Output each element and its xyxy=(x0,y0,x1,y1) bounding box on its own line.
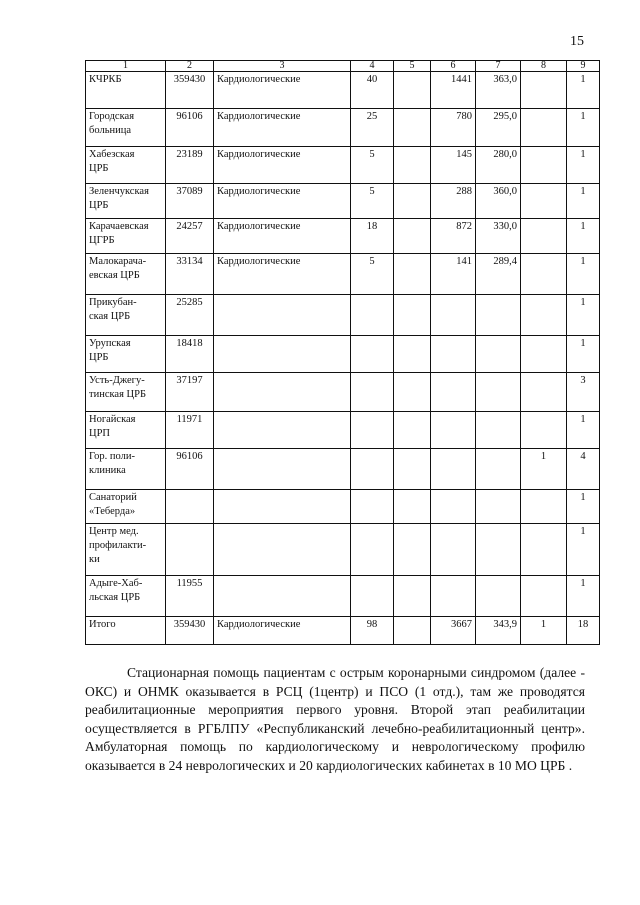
bed-days-cell xyxy=(476,295,521,336)
beds-cell xyxy=(351,373,394,412)
header-cell: 3 xyxy=(214,61,351,72)
col5-cell xyxy=(394,449,431,490)
header-cell: 9 xyxy=(567,61,600,72)
bed-days-cell xyxy=(476,524,521,576)
col9-cell: 18 xyxy=(567,617,600,645)
beds-cell xyxy=(351,295,394,336)
beds-cell: 18 xyxy=(351,219,394,254)
col5-cell xyxy=(394,490,431,524)
institution-cell: Хабезская ЦРБ xyxy=(86,147,166,184)
table-row xyxy=(86,254,600,295)
population-cell: 96106 xyxy=(166,449,214,490)
institution-cell: Урупская ЦРБ xyxy=(86,336,166,373)
table-row xyxy=(86,219,600,254)
col8-cell xyxy=(521,72,567,109)
population-cell: 359430 xyxy=(166,617,214,645)
table-row xyxy=(86,295,600,336)
institution-cell: Итого xyxy=(86,617,166,645)
population-cell: 11971 xyxy=(166,412,214,449)
table-row xyxy=(86,412,600,449)
col9-cell: 1 xyxy=(567,184,600,219)
bed-days-cell: 363,0 xyxy=(476,72,521,109)
page-number: 15 xyxy=(570,34,584,49)
patients-cell xyxy=(431,490,476,524)
col5-cell xyxy=(394,412,431,449)
profile-cell: Кардиологические xyxy=(214,147,351,184)
col5-cell xyxy=(394,72,431,109)
patients-cell xyxy=(431,412,476,449)
institution-cell: Санаторий «Теберда» xyxy=(86,490,166,524)
col9-cell: 1 xyxy=(567,576,600,617)
col9-cell: 3 xyxy=(567,373,600,412)
profile-cell: Кардиологические xyxy=(214,72,351,109)
col8-cell xyxy=(521,295,567,336)
beds-cell: 5 xyxy=(351,147,394,184)
col8-cell xyxy=(521,254,567,295)
patients-cell: 3667 xyxy=(431,617,476,645)
bed-days-cell: 360,0 xyxy=(476,184,521,219)
bed-days-cell xyxy=(476,336,521,373)
institution-cell: Адыге-Хаб- льская ЦРБ xyxy=(86,576,166,617)
col9-cell: 4 xyxy=(567,449,600,490)
col8-cell: 1 xyxy=(521,449,567,490)
bed-days-cell: 289,4 xyxy=(476,254,521,295)
header-cell: 5 xyxy=(394,61,431,72)
beds-cell xyxy=(351,524,394,576)
col5-cell xyxy=(394,336,431,373)
institution-cell: Малокарача- евская ЦРБ xyxy=(86,254,166,295)
beds-cell: 40 xyxy=(351,72,394,109)
hospital-table xyxy=(85,60,600,645)
patients-cell xyxy=(431,449,476,490)
institution-cell: Городская больница xyxy=(86,109,166,147)
table-row xyxy=(86,184,600,219)
institution-cell: Зеленчукская ЦРБ xyxy=(86,184,166,219)
beds-cell xyxy=(351,449,394,490)
beds-cell xyxy=(351,490,394,524)
population-cell: 25285 xyxy=(166,295,214,336)
table-row xyxy=(86,336,600,373)
beds-cell: 98 xyxy=(351,617,394,645)
profile-cell: Кардиологические xyxy=(214,219,351,254)
col8-cell: 1 xyxy=(521,617,567,645)
bed-days-cell: 280,0 xyxy=(476,147,521,184)
header-cell: 7 xyxy=(476,61,521,72)
beds-cell: 5 xyxy=(351,184,394,219)
col8-cell xyxy=(521,490,567,524)
population-cell: 11955 xyxy=(166,576,214,617)
profile-cell xyxy=(214,576,351,617)
table-row xyxy=(86,576,600,617)
institution-cell: Центр мед. профилакти- ки xyxy=(86,524,166,576)
header-cell: 6 xyxy=(431,61,476,72)
profile-cell: Кардиологические xyxy=(214,109,351,147)
population-cell: 96106 xyxy=(166,109,214,147)
header-cell: 8 xyxy=(521,61,567,72)
col9-cell: 1 xyxy=(567,147,600,184)
col9-cell: 1 xyxy=(567,254,600,295)
profile-cell xyxy=(214,490,351,524)
col9-cell: 1 xyxy=(567,109,600,147)
col8-cell xyxy=(521,373,567,412)
patients-cell: 872 xyxy=(431,219,476,254)
institution-cell: Усть-Джегу- тинская ЦРБ xyxy=(86,373,166,412)
population-cell: 37197 xyxy=(166,373,214,412)
institution-cell: Гор. поли- клиника xyxy=(86,449,166,490)
header-cell: 2 xyxy=(166,61,214,72)
population-cell xyxy=(166,490,214,524)
patients-cell xyxy=(431,576,476,617)
population-cell: 18418 xyxy=(166,336,214,373)
col8-cell xyxy=(521,184,567,219)
bed-days-cell: 330,0 xyxy=(476,219,521,254)
profile-cell xyxy=(214,449,351,490)
col5-cell xyxy=(394,373,431,412)
institution-cell: Прикубан- ская ЦРБ xyxy=(86,295,166,336)
col5-cell xyxy=(394,617,431,645)
col9-cell: 1 xyxy=(567,295,600,336)
patients-cell: 145 xyxy=(431,147,476,184)
table-row xyxy=(86,109,600,147)
col9-cell: 1 xyxy=(567,219,600,254)
beds-cell: 25 xyxy=(351,109,394,147)
patients-cell: 141 xyxy=(431,254,476,295)
table-row xyxy=(86,72,600,109)
body-paragraph: Стационарная помощь пациентам с острым коронарными синдромом (далее - ОКС) и ОНМК оказывается в РСЦ (1центр) и ПСО (1 отд.), там же проводятся реабилитационные мероприятия первого уровня. Второй этап реабилитации осуществляется в РГБЛПУ «Республиканский лечебно-реабилитационный центр». Амбулаторная помощь по кардиологическому и неврологическому профилю оказывается в 24 неврологических и 20 кардиологических кабинетах в 10 МО ЦРБ . xyxy=(85,665,585,773)
col5-cell xyxy=(394,219,431,254)
bed-days-cell: 295,0 xyxy=(476,109,521,147)
col9-cell: 1 xyxy=(567,412,600,449)
col5-cell xyxy=(394,254,431,295)
population-cell: 37089 xyxy=(166,184,214,219)
bed-days-cell: 343,9 xyxy=(476,617,521,645)
table-row xyxy=(86,449,600,490)
header-row xyxy=(86,61,600,72)
bed-days-cell xyxy=(476,449,521,490)
col5-cell xyxy=(394,576,431,617)
beds-cell: 5 xyxy=(351,254,394,295)
profile-cell: Кардиологические xyxy=(214,254,351,295)
population-cell xyxy=(166,524,214,576)
population-cell: 24257 xyxy=(166,219,214,254)
patients-cell: 780 xyxy=(431,109,476,147)
col8-cell xyxy=(521,576,567,617)
table-row xyxy=(86,524,600,576)
table-row xyxy=(86,490,600,524)
population-cell: 23189 xyxy=(166,147,214,184)
col8-cell xyxy=(521,524,567,576)
col9-cell: 1 xyxy=(567,336,600,373)
col9-cell: 1 xyxy=(567,72,600,109)
col8-cell xyxy=(521,219,567,254)
beds-cell xyxy=(351,412,394,449)
col5-cell xyxy=(394,147,431,184)
total-row xyxy=(86,617,600,645)
col9-cell: 1 xyxy=(567,524,600,576)
col5-cell xyxy=(394,524,431,576)
col9-cell: 1 xyxy=(567,490,600,524)
patients-cell xyxy=(431,336,476,373)
bed-days-cell xyxy=(476,576,521,617)
patients-cell xyxy=(431,524,476,576)
table-row xyxy=(86,373,600,412)
profile-cell xyxy=(214,412,351,449)
patients-cell: 1441 xyxy=(431,72,476,109)
institution-cell: Карачаевская ЦГРБ xyxy=(86,219,166,254)
beds-cell xyxy=(351,336,394,373)
population-cell: 359430 xyxy=(166,72,214,109)
profile-cell xyxy=(214,524,351,576)
patients-cell xyxy=(431,373,476,412)
col8-cell xyxy=(521,147,567,184)
institution-cell: Ногайская ЦРП xyxy=(86,412,166,449)
col8-cell xyxy=(521,336,567,373)
col8-cell xyxy=(521,109,567,147)
header-cell: 1 xyxy=(86,61,166,72)
bed-days-cell xyxy=(476,490,521,524)
population-cell: 33134 xyxy=(166,254,214,295)
patients-cell xyxy=(431,295,476,336)
col5-cell xyxy=(394,184,431,219)
profile-cell xyxy=(214,373,351,412)
col5-cell xyxy=(394,295,431,336)
col5-cell xyxy=(394,109,431,147)
profile-cell: Кардиологические xyxy=(214,617,351,645)
beds-cell xyxy=(351,576,394,617)
profile-cell xyxy=(214,295,351,336)
header-cell: 4 xyxy=(351,61,394,72)
institution-cell: КЧРКБ xyxy=(86,72,166,109)
profile-cell xyxy=(214,336,351,373)
bed-days-cell xyxy=(476,412,521,449)
bed-days-cell xyxy=(476,373,521,412)
profile-cell: Кардиологические xyxy=(214,184,351,219)
col8-cell xyxy=(521,412,567,449)
table-body xyxy=(86,72,600,645)
patients-cell: 288 xyxy=(431,184,476,219)
table-row xyxy=(86,147,600,184)
